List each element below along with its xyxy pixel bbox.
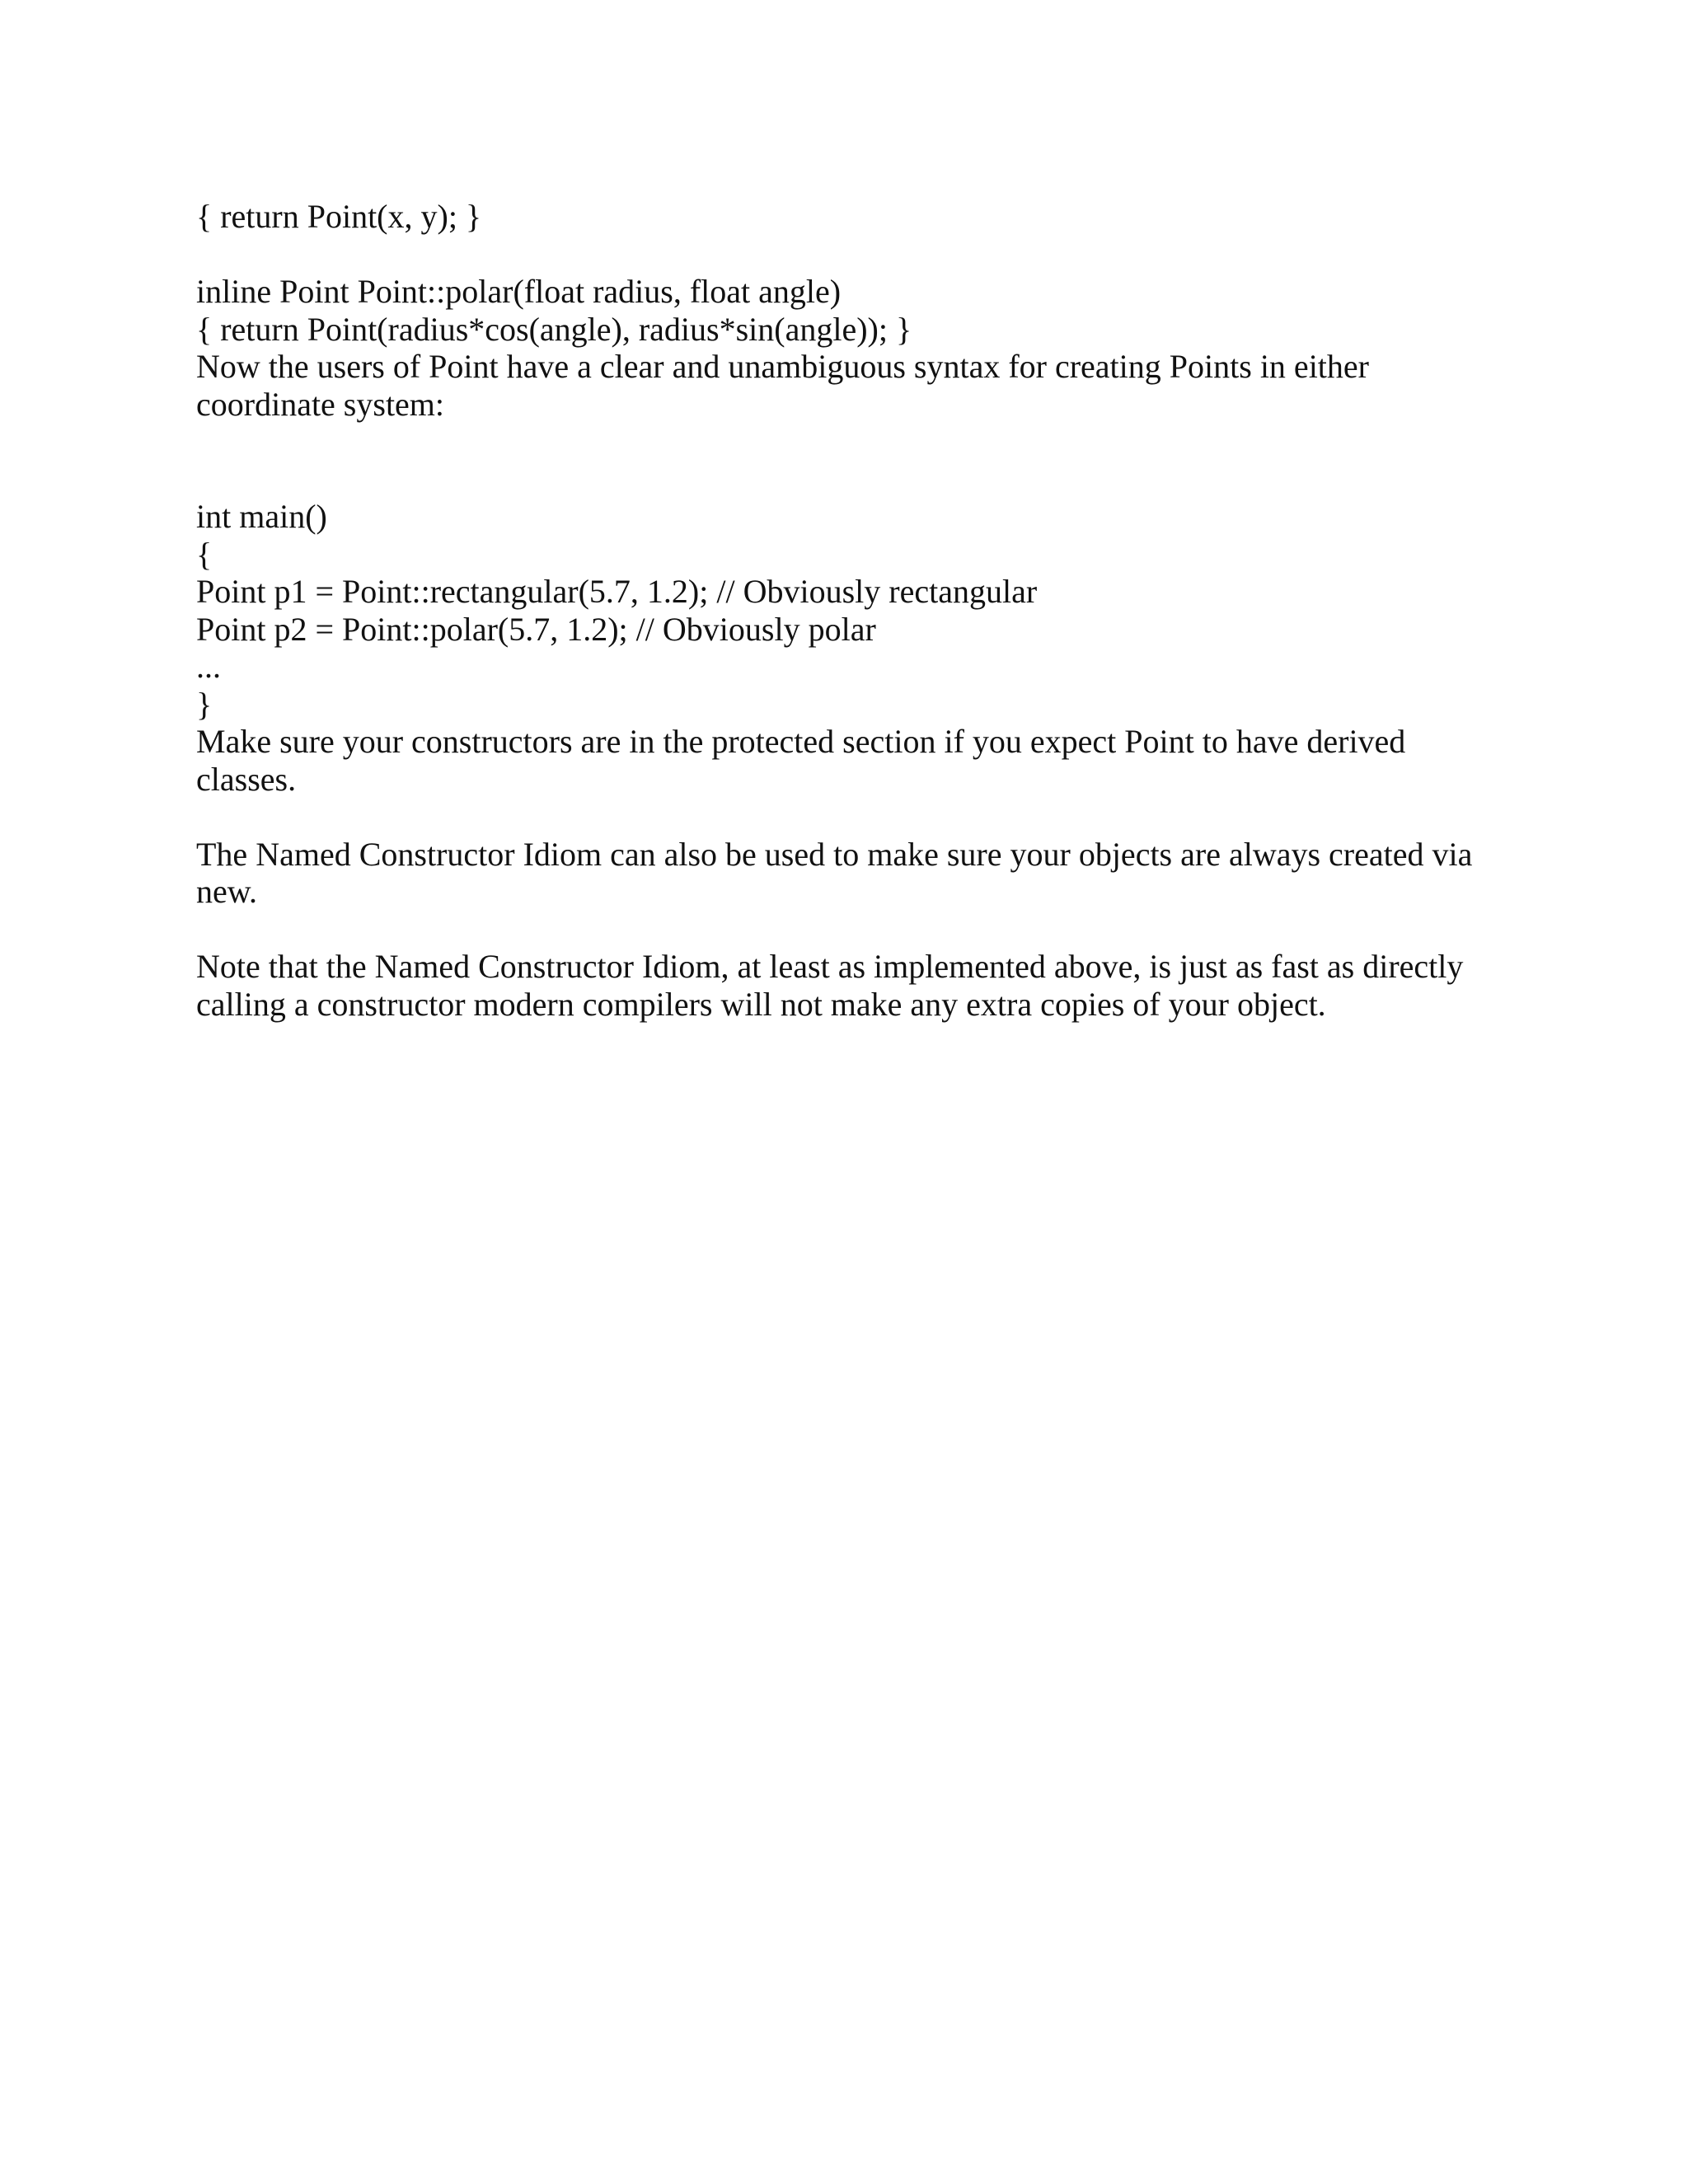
code-line-ellipsis: ... [196, 648, 221, 685]
code-line-return-point: { return Point(x, y); } [196, 198, 482, 235]
code-line-main-signature: int main() [196, 498, 327, 535]
code-line-polar-body: { return Point(radius*cos(angle), radius*sin(angle)); } [196, 310, 912, 348]
paragraph-named-idiom-line-2: new. [196, 873, 258, 910]
paragraph-users-syntax-line-1: Now the users of Point have a clear and unambiguous syntax for creating Points in either [196, 348, 1369, 385]
code-line-p2: Point p2 = Point::polar(5.7, 1.2); // Obviously polar [196, 610, 876, 648]
paragraph-named-idiom-line-1: The Named Constructor Idiom can also be used to make sure your objects are always created via [196, 835, 1473, 873]
paragraph-protected-line-2: classes. [196, 760, 297, 798]
paragraph-protected-line-1: Make sure your constructors are in the protected section if you expect Point to have derived [196, 723, 1406, 760]
code-line-polar-signature: inline Point Point::polar(float radius, float angle) [196, 273, 842, 310]
paragraph-performance-line-2: calling a constructor modern compilers will not make any extra copies of your object. [196, 985, 1326, 1023]
blank-line [196, 798, 1515, 836]
blank-line [196, 236, 1515, 274]
paragraph-performance-line-1: Note that the Named Constructor Idiom, at least as implemented above, is just as fast as directly [196, 948, 1464, 985]
code-line-p1: Point p1 = Point::rectangular(5.7, 1.2); // Obviously rectangular [196, 573, 1038, 610]
document-body [196, 198, 1515, 1023]
blank-line [196, 423, 1515, 461]
blank-line [196, 911, 1515, 949]
blank-line [196, 461, 1515, 499]
code-line-open-brace: { [196, 535, 213, 573]
paragraph-users-syntax-line-2: coordinate system: [196, 385, 445, 423]
code-line-close-brace: } [196, 685, 213, 723]
